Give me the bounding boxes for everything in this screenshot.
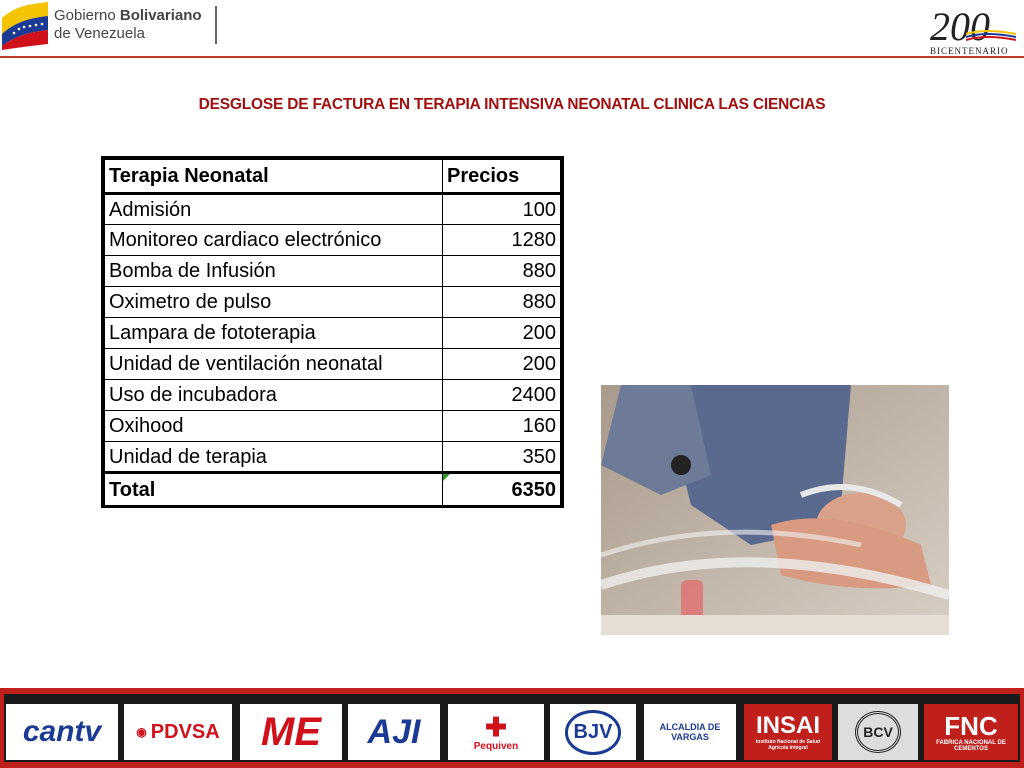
price-cell: 160 [443, 411, 561, 442]
total-label: Total [105, 473, 443, 507]
table-row [105, 318, 561, 349]
table-row [105, 287, 561, 318]
bjv-logo: BJV [550, 704, 636, 760]
price-cell: 350 [443, 442, 561, 473]
total-value: 6350 [443, 473, 561, 507]
insai-logo: INSAI Instituto Nacional de Salud Agrícola Integral [744, 704, 832, 760]
me-logo: ME [240, 704, 342, 760]
pequiven-logo: ✚ Pequiven [448, 704, 544, 760]
header-divider [215, 6, 217, 44]
footer-logo-strip [4, 694, 1020, 762]
item-cell: Lampara de fototerapia [105, 318, 443, 349]
table-row [105, 442, 561, 473]
footer-sponsors [0, 688, 1024, 768]
price-cell: 200 [443, 318, 561, 349]
table-header-row [105, 160, 561, 194]
gobierno-bolivariano-logo [0, 0, 220, 50]
column-header-item: Terapia Neonatal [105, 160, 443, 194]
item-cell: Admisión [105, 194, 443, 225]
price-cell: 880 [443, 256, 561, 287]
cantv-logo: cantv [6, 704, 118, 760]
pdvsa-logo: ◉ PDVSA [124, 704, 232, 760]
price-cell: 200 [443, 349, 561, 380]
price-cell: 1280 [443, 225, 561, 256]
item-cell: Monitoreo cardiaco electrónico [105, 225, 443, 256]
item-cell: Oxihood [105, 411, 443, 442]
price-cell: 2400 [443, 380, 561, 411]
alcaldia-vargas-logo: ALCALDIA DE VARGAS [644, 704, 736, 760]
fnc-logo: FNC FABRICA NACIONAL DE CEMENTOS [924, 704, 1018, 760]
table-row [105, 411, 561, 442]
item-cell: Unidad de ventilación neonatal [105, 349, 443, 380]
item-cell: Bomba de Infusión [105, 256, 443, 287]
table-row [105, 225, 561, 256]
table-row [105, 256, 561, 287]
column-header-price: Precios [443, 160, 561, 194]
table-total-row [105, 473, 561, 507]
price-cell: 100 [443, 194, 561, 225]
table-row [105, 380, 561, 411]
table-row [105, 194, 561, 225]
header [0, 0, 1024, 58]
header-rule [0, 56, 1024, 58]
venezuela-flag-icon [0, 0, 50, 50]
item-cell: Oximetro de pulso [105, 287, 443, 318]
table-row [105, 349, 561, 380]
item-cell: Unidad de terapia [105, 442, 443, 473]
newborn-incubator-photo [601, 385, 949, 635]
price-table [101, 156, 564, 508]
bcv-logo: BCV [838, 704, 918, 760]
price-cell: 880 [443, 287, 561, 318]
gobierno-text: Gobierno Bolivariano de Venezuela [54, 7, 202, 42]
item-cell: Uso de incubadora [105, 380, 443, 411]
aji-logo: AJI [348, 704, 440, 760]
svg-text:200: 200 [930, 4, 990, 49]
page-title: DESGLOSE DE FACTURA EN TERAPIA INTENSIVA NEONATAL CLINICA LAS CIENCIAS [198, 96, 826, 113]
bicentenario-label: BICENTENARIO [930, 46, 1009, 56]
